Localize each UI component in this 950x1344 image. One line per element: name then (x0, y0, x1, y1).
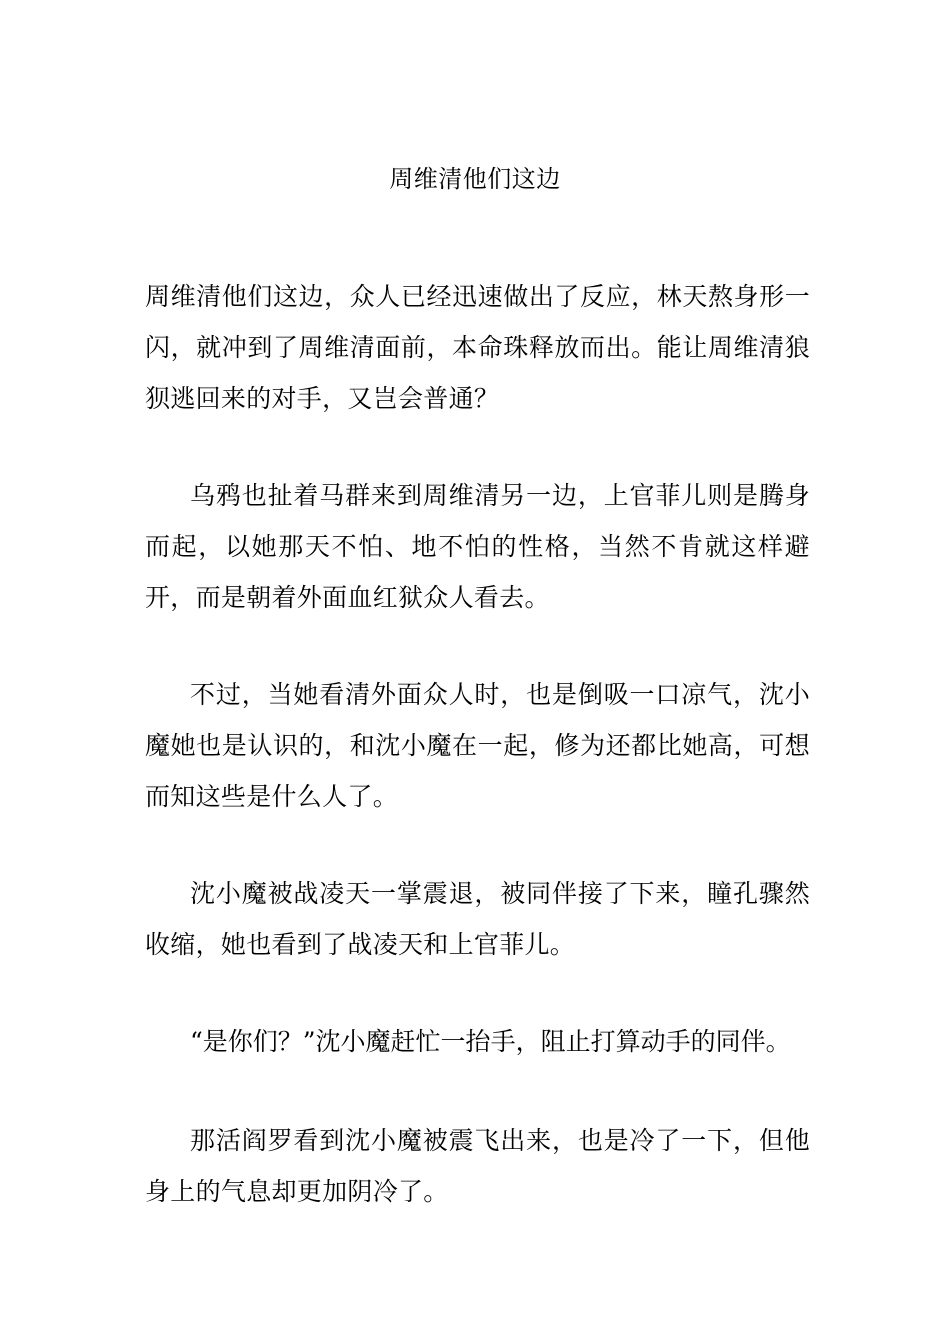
paragraph-3: 不过，当她看清外面众人时，也是倒吸一口凉气，沈小魔她也是认识的，和沈小魔在一起，修为还都比她高，可想而知这些是什么人了。 (145, 680, 810, 811)
paragraph-5: “是你们？”沈小魔赶忙一抬手，阻止打算动手的同伴。 (190, 1027, 791, 1056)
paragraph-1: 周维清他们这边，众人已经迅速做出了反应，林天熬身形一闪，就冲到了周维清面前，本命珠释放而出。能让周维清狼狈逃回来的对手，又岂会普通？ (145, 282, 810, 413)
page-title: 周维清他们这边 (389, 165, 561, 193)
paragraph-2: 乌鸦也扯着马群来到周维清另一边，上官菲儿则是腾身而起，以她那天不怕、地不怕的性格，当然不肯就这样避开，而是朝着外面血红狱众人看去。 (145, 481, 810, 612)
paragraph-6: 那活阎罗看到沈小魔被震飞出来，也是冷了一下，但他身上的气息却更加阴冷了。 (145, 1126, 810, 1206)
paragraph-4: 沈小魔被战凌天一掌震退，被同伴接了下来，瞳孔骤然收缩，她也看到了战凌天和上官菲儿。 (145, 879, 810, 959)
